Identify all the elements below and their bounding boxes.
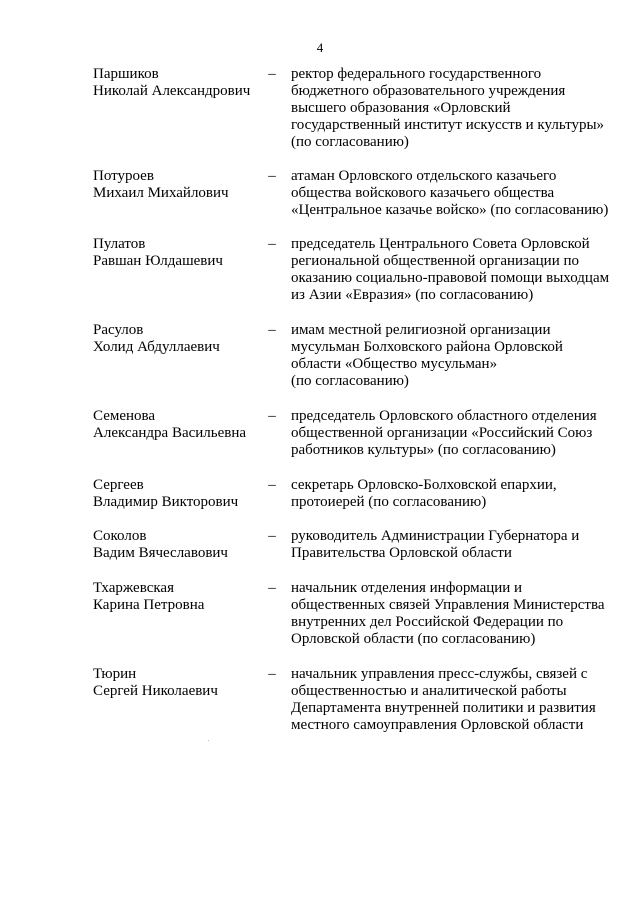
member-name (93, 322, 261, 356)
role-line: государственный институт искусств и культуры» (291, 117, 605, 133)
member-name (93, 66, 261, 100)
role-line: мусульман Болховского района Орловской (291, 339, 563, 355)
role-line: протоиерей (по согласованию) (291, 494, 487, 510)
role-line: региональной общественной организации по (291, 253, 580, 269)
member-name (93, 168, 261, 202)
dash-separator: – (268, 408, 276, 424)
role-line: начальник отделения информации и (291, 580, 523, 596)
member-surname: Паршиков (93, 66, 159, 82)
member-given-name: Сергей Николаевич (93, 683, 218, 699)
role-line: председатель Орловского областного отделения (291, 408, 597, 424)
member-name (93, 666, 261, 700)
role-line: председатель Центрального Совета Орловской (291, 236, 590, 252)
role-line: начальник управления пресс-службы, связей с (291, 666, 588, 682)
member-name (93, 408, 261, 442)
role-line: общественной организации «Российский Союз (291, 425, 593, 441)
member-role (291, 66, 621, 151)
dash-separator: – (268, 477, 276, 493)
member-role (291, 322, 621, 390)
role-line: ректор федерального государственного (291, 66, 542, 82)
dash-separator: – (268, 236, 276, 252)
role-line: руководитель Администрации Губернатора и (291, 528, 580, 544)
dash-separator: – (268, 168, 276, 184)
member-given-name: Михаил Михайлович (93, 185, 229, 201)
role-line: оказанию социально-правовой помощи выходцам (291, 270, 610, 286)
role-line: бюджетного образовательного учреждения (291, 83, 566, 99)
member-given-name: Карина Петровна (93, 597, 205, 613)
member-name (93, 528, 261, 562)
role-line: общественных связей Управления Министерства (291, 597, 605, 613)
role-line: Орловской области (по согласованию) (291, 631, 536, 647)
member-given-name: Вадим Вячеславович (93, 545, 228, 561)
role-line: (по согласованию) (291, 373, 409, 389)
dash-separator: – (268, 580, 276, 596)
member-role (291, 477, 621, 511)
member-surname: Тхаржевская (93, 580, 174, 596)
role-line: атаман Орловского отдельского казачьего (291, 168, 557, 184)
member-role (291, 528, 621, 562)
role-line: секретарь Орловско-Болховской епархии, (291, 477, 557, 493)
member-surname: Соколов (93, 528, 147, 544)
member-name (93, 236, 261, 270)
member-surname: Потуроев (93, 168, 154, 184)
member-surname: Семенова (93, 408, 156, 424)
role-line: местного самоуправления Орловской области (291, 717, 584, 733)
member-surname: Расулов (93, 322, 144, 338)
member-given-name: Владимир Викторович (93, 494, 239, 510)
role-line: из Азии «Евразия» (по согласованию) (291, 287, 534, 303)
role-line: общества войскового казачьего общества (291, 185, 555, 201)
member-surname: Пулатов (93, 236, 146, 252)
member-name (93, 580, 261, 614)
dash-separator: – (268, 66, 276, 82)
role-line: работников культуры» (по согласованию) (291, 442, 556, 458)
dash-separator: – (268, 666, 276, 682)
dash-separator: – (268, 322, 276, 338)
member-given-name: Николай Александрович (93, 83, 251, 99)
role-line: «Центральное казачье войско» (по согласованию) (291, 202, 609, 218)
page-number: 4 (316, 40, 324, 55)
member-surname: Сергеев (93, 477, 144, 493)
member-name (93, 477, 261, 511)
member-surname: Тюрин (93, 666, 137, 682)
member-given-name: Равшан Юлдашевич (93, 253, 223, 269)
member-given-name: Александра Васильевна (93, 425, 247, 441)
member-role (291, 168, 621, 219)
member-role (291, 666, 621, 734)
member-role (291, 408, 621, 459)
role-line: Департамента внутренней политики и развития (291, 700, 596, 716)
role-line: (по согласованию) (291, 134, 409, 150)
role-line: Правительства Орловской области (291, 545, 512, 561)
role-line: общественностью и аналитической работы (291, 683, 567, 699)
role-line: высшего образования «Орловский (291, 100, 511, 116)
role-line: области «Общество мусульман» (291, 356, 498, 372)
member-role (291, 236, 621, 304)
role-line: внутренних дел Российской Федерации по (291, 614, 564, 630)
member-role (291, 580, 621, 648)
member-given-name: Холид Абдуллаевич (93, 339, 220, 355)
scan-speck (208, 740, 209, 741)
dash-separator: – (268, 528, 276, 544)
role-line: имам местной религиозной организации (291, 322, 551, 338)
